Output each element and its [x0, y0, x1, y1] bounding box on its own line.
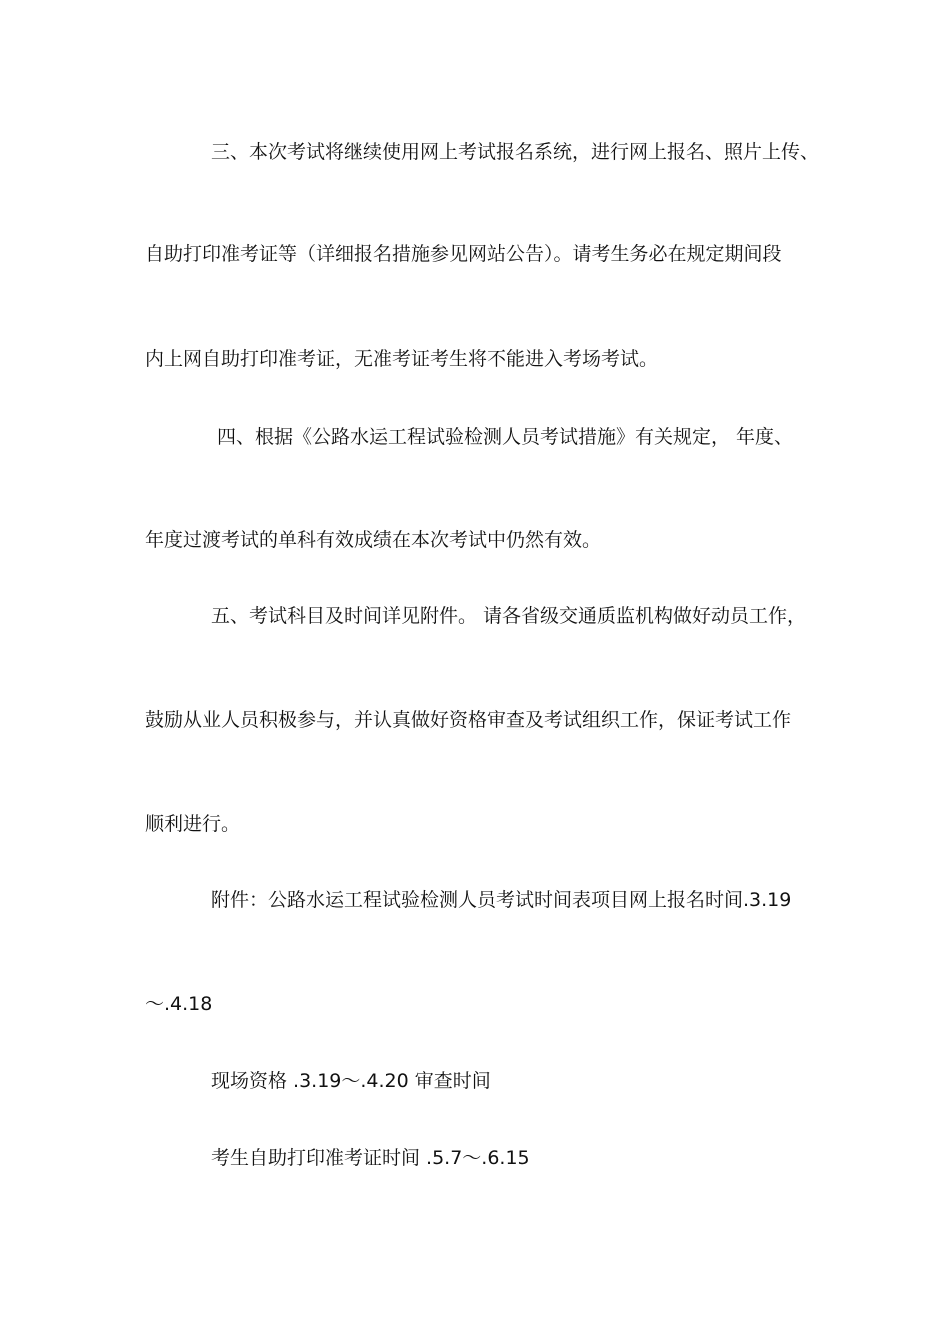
onsite-review-line: 现场资格 .3.19～.4.20 审查时间	[211, 1070, 491, 1092]
print-ticket-line: 考生自助打印准考证时间 .5.7～.6.15	[211, 1147, 530, 1169]
paragraph-3-line-3: 内上网自助打印准考证，无准考证考生将不能进入考场考试。	[145, 348, 659, 370]
attachment-line-1: 附件：公路水运工程试验检测人员考试时间表项目网上报名时间.3.19	[211, 889, 792, 911]
paragraph-5-line-3: 顺利进行。	[145, 813, 241, 835]
paragraph-3-line-1: 三、本次考试将继续使用网上考试报名系统，进行网上报名、照片上传、	[211, 141, 820, 163]
paragraph-4-line-1: 四、根据《公路水运工程试验检测人员考试措施》有关规定， 年度、	[217, 426, 794, 448]
paragraph-5-line-2: 鼓励从业人员积极参与，并认真做好资格审查及考试组织工作，保证考试工作	[145, 709, 792, 731]
paragraph-4-line-2: 年度过渡考试的单科有效成绩在本次考试中仍然有效。	[145, 529, 602, 551]
paragraph-3-line-2: 自助打印准考证等（详细报名措施参见网站公告）。请考生务必在规定期间段	[145, 243, 782, 265]
attachment-line-2: ～.4.18	[145, 993, 213, 1015]
paragraph-5-line-1: 五、考试科目及时间详见附件。 请各省级交通质监机构做好动员工作，	[211, 605, 807, 627]
